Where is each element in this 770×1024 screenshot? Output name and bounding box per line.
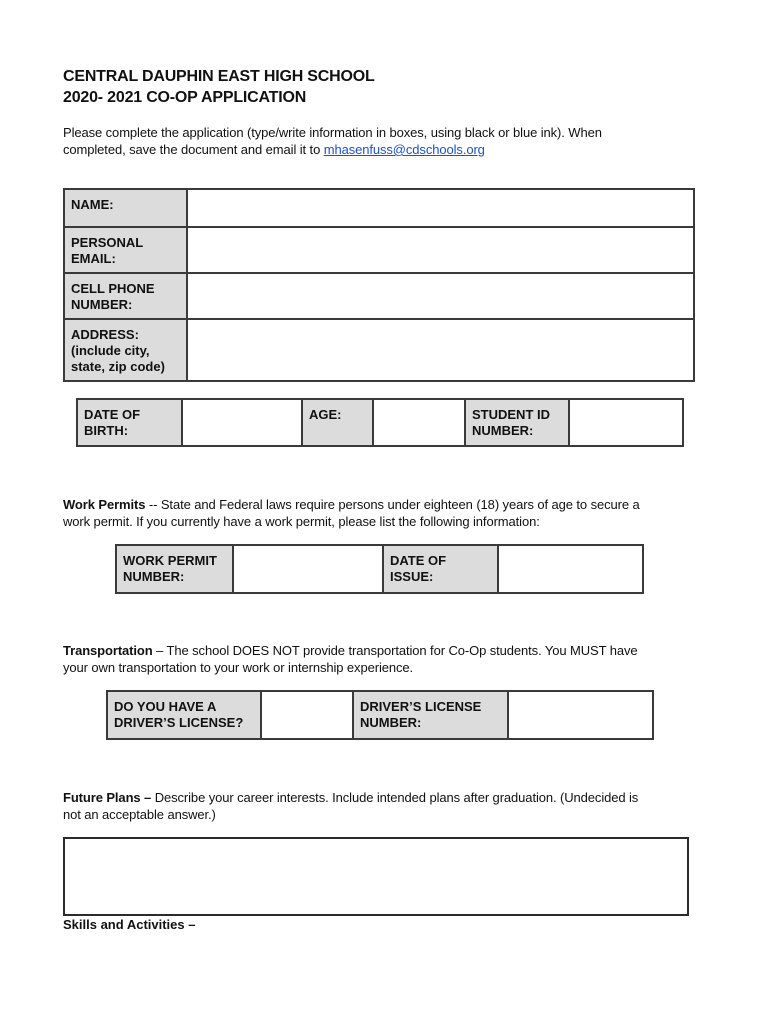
intro-line-2-text: completed, save the document and email it to [63,142,324,157]
intro-instructions [63,124,703,158]
name-input[interactable] [188,190,693,213]
license-number-field[interactable] [508,691,653,739]
work-permit-number-input[interactable] [234,546,382,569]
label-text: ADDRESS: [71,327,139,342]
student-id-input[interactable] [570,400,682,423]
table-row [64,319,694,381]
cell-phone-input[interactable] [188,274,693,297]
dob-input[interactable] [183,400,301,423]
skills-activities-heading: Skills and Activities – [63,917,196,932]
label-text: BIRTH: [84,423,129,438]
label-text: ISSUE: [390,569,434,584]
date-of-issue-field[interactable] [498,545,643,593]
label-text: DATE OF [84,407,141,422]
student-id-field[interactable] [569,399,683,446]
work-permit-number-field[interactable] [233,545,383,593]
label-text: NUMBER: [472,423,534,438]
work-permits-line-1 [63,496,703,513]
future-plans-line-2: not an acceptable answer.) [63,807,216,822]
transportation-text: – The school DOES NOT provide transportation for Co-Op students. You MUST have [152,643,638,658]
label-text: EMAIL: [71,251,116,266]
work-permits-text: -- State and Federal laws require persons under eighteen (18) years of age to secure a [145,497,640,512]
work-permits-heading: Work Permits [63,497,146,512]
work-permit-number-label [116,545,233,593]
transportation-line-1 [63,642,703,659]
dob-age-id-table [76,398,684,447]
work-permit-table [115,544,644,594]
intro-line-2 [63,141,703,158]
future-plans-box[interactable] [63,837,689,916]
student-id-label [465,399,569,446]
table-row [64,189,694,227]
label-text: PERSONAL [71,235,144,250]
future-plans-textarea[interactable] [65,839,687,914]
name-label [64,189,187,227]
work-permits-section [63,496,703,530]
label-text: state, zip code) [71,359,165,374]
drivers-license-table [106,690,654,740]
personal-email-input[interactable] [188,228,693,251]
license-number-input[interactable] [509,692,652,715]
has-license-field[interactable] [261,691,353,739]
label-text: (include city, [71,343,150,358]
personal-info-table [63,188,695,382]
address-label [64,319,187,381]
label-text: STUDENT ID [472,407,550,422]
table-row [64,227,694,273]
work-permits-line-2: work permit. If you currently have a work permit, please list the following information: [63,514,540,529]
label-text: NUMBER: [360,715,422,730]
future-plans-line-1 [63,789,703,806]
label-text: DRIVER’S LICENSE? [114,715,244,730]
license-number-label [353,691,508,739]
intro-line-1: Please complete the application (type/write information in boxes, using black or blue ink). When [63,125,602,140]
age-field[interactable] [373,399,465,446]
personal-email-label [64,227,187,273]
dob-label [77,399,182,446]
table-row [64,273,694,319]
transportation-heading: Transportation [63,643,153,658]
age-input[interactable] [374,400,464,423]
label-text: NAME: [71,197,114,212]
label-text: DO YOU HAVE A [114,699,217,714]
label-text: DRIVER’S LICENSE [360,699,482,714]
has-license-label [107,691,261,739]
label-text: NUMBER: [123,569,185,584]
transportation-section [63,642,703,676]
date-of-issue-input[interactable] [499,546,642,569]
table-row [107,691,653,739]
address-field[interactable] [187,319,694,381]
table-row [77,399,683,446]
future-plans-section [63,789,703,823]
email-link[interactable]: mhasenfuss@cdschools.org [323,142,485,157]
future-plans-text: Describe your career interests. Include intended plans after graduation. (Undecided is [151,790,639,805]
name-field[interactable] [187,189,694,227]
label-text: DATE OF [390,553,447,568]
future-plans-heading: Future Plans – [63,790,152,805]
page-title [63,66,375,108]
age-label [302,399,373,446]
cell-phone-field[interactable] [187,273,694,319]
label-text: WORK PERMIT [123,553,217,568]
dob-field[interactable] [182,399,302,446]
cell-phone-label [64,273,187,319]
address-input[interactable] [188,320,693,343]
title-school: CENTRAL DAUPHIN EAST HIGH SCHOOL [63,68,375,85]
label-text: CELL PHONE [71,281,155,296]
table-row [116,545,643,593]
date-of-issue-label [383,545,498,593]
label-text: NUMBER: [71,297,133,312]
label-text: AGE: [309,407,342,422]
title-application: 2020- 2021 CO-OP APPLICATION [63,89,307,106]
transportation-line-2: your own transportation to your work or internship experience. [63,660,414,675]
has-license-input[interactable] [262,692,352,715]
personal-email-field[interactable] [187,227,694,273]
